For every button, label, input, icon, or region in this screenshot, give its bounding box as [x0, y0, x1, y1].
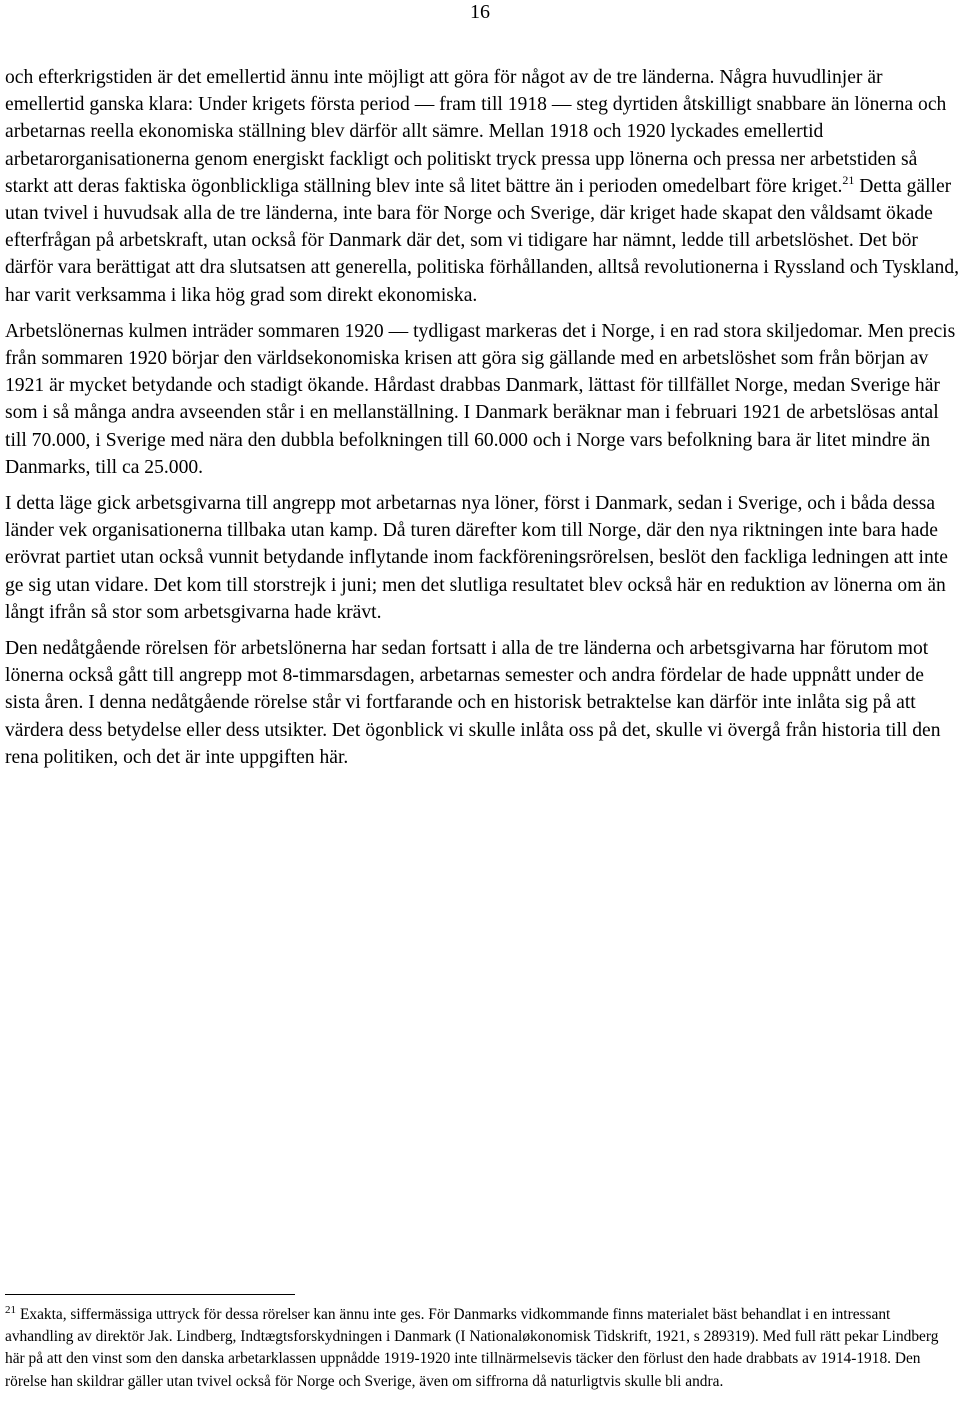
- footnote-text: Exakta, siffermässiga uttryck för dessa rörelser kan ännu inte ges. För Danmarks vidkommande finns materialet bäst behandlat i en intressant avhandling av direktör Jak. Lindberg, Indtægtsforskydningen i Danmark (I Nationaløkonomisk Tidskrift, 1921, s 289319). Med full rätt pekar Lindberg här på att den vinst som den danska arbetarklassen uppnådde 1919-1920 inte tillnärmelsevis täcker den förlust den hade drabbats av 1914-1918. Den rörelse han skildrar gäller utan tvivel också för Norge och Sverige, även om siffrorna då naturligtvis skulle bli andra.: [5, 1306, 939, 1390]
- paragraph-1-text-b: Detta gäller utan tvivel i huvudsak alla de tre länderna, inte bara för Norge och Sverige, där kriget hade skapat den våldsamt ökade efterfrågan på arbetskraft, utan också för Danmark där det, som vi tidigare har nämnt, ledde till arbetslöshet. Det bör därför vara berättigat att dra slutsatsen att generella, politiska förhållanden, alltså revolutionerna i Ryssland och Tyskland, har varit verksamma i lika hög grad som direkt ekonomiska.: [5, 175, 960, 306]
- footnote-21: [5, 1304, 960, 1393]
- paragraph-3: I detta läge gick arbetsgivarna till angrepp mot arbetarnas nya löner, först i Danmark, sedan i Sverige, och i båda dessa länder vek organisationerna tillbaka utan kamp. Då turen därefter kom till Norge, där den nya riktningen inte bara hade erövrat partiet utan också vunnit betydande inflytande inom fackföreningsrörelsen, beslöt den fackliga ledningen att inte ge sig utan vidare. Det kom till storstrejk i juni; men det slutliga resultatet blev också här en reduktion av lönerna om än långt ifrån så stor som arbetsgivarna hade krävt.: [5, 493, 948, 623]
- footnote-number: 21: [5, 1304, 16, 1316]
- footnote-ref-21[interactable]: 21: [842, 172, 855, 187]
- paragraph-4: Den nedåtgående rörelsen för arbetslönerna har sedan fortsatt i alla de tre länderna och arbetsgivarna har förutom mot lönerna också gått till angrepp mot 8-timmarsdagen, arbetarnas semester och andra fördelar de hade uppnått under de sista åren. I denna nedåtgående rörelse står vi fortfarande och en historisk betraktelse kan därför inte inlåta sig på att värdera dess betydelse eller dess utsikter. Det ögonblick vi skulle inlåta oss på det, skulle vi övergå från historia till den rena politiken, och det är inte uppgiften här.: [5, 638, 941, 768]
- footnotes: [5, 1304, 960, 1393]
- paragraph-1-text-a: och efterkrigstiden är det emellertid ännu inte möjligt att göra för något av de tre länderna. Några huvudlinjer är emellertid ganska klara: Under krigets första period — fram till 1918 — steg dyrtiden åtskilligt snabbare än lönerna och arbetarnas reella ekonomiska ställning blev därför allt sämre. Mellan 1918 och 1920 lyckades emellertid arbetarorganisationerna genom energiskt fackligt och politiskt tryck pressa upp lönerna och pressa ner arbetstiden så starkt att deras faktiska ögonblickliga ställning blev inte så litet bättre än i perioden omedelbart före kriget.: [5, 67, 947, 197]
- footnote-divider: [5, 1294, 295, 1295]
- body-text: [5, 64, 960, 780]
- paragraph-2: Arbetslönernas kulmen inträder sommaren 1920 — tydligast markeras det i Norge, i en rad stora skiljedomar. Men precis från sommaren 1920 börjar den världsekonomiska krisen att göra sig gällande med en arbetslöshet som från början av 1921 är mycket betydande och stadigt ökande. Hårdast drabbas Danmark, lättast för tillfället Norge, medan Sverige här som i så många andra avseenden står i en mellanställning. I Danmark beräknar man i februari 1921 de arbetslösas antal till 70.000, i Sverige med nära den dubbla befolkningen till 60.000 och i Norge vars befolkning bara är litet mindre än Danmarks, till ca 25.000.: [5, 320, 956, 478]
- paragraph-1: [5, 64, 960, 309]
- page-number: 16: [470, 1, 490, 23]
